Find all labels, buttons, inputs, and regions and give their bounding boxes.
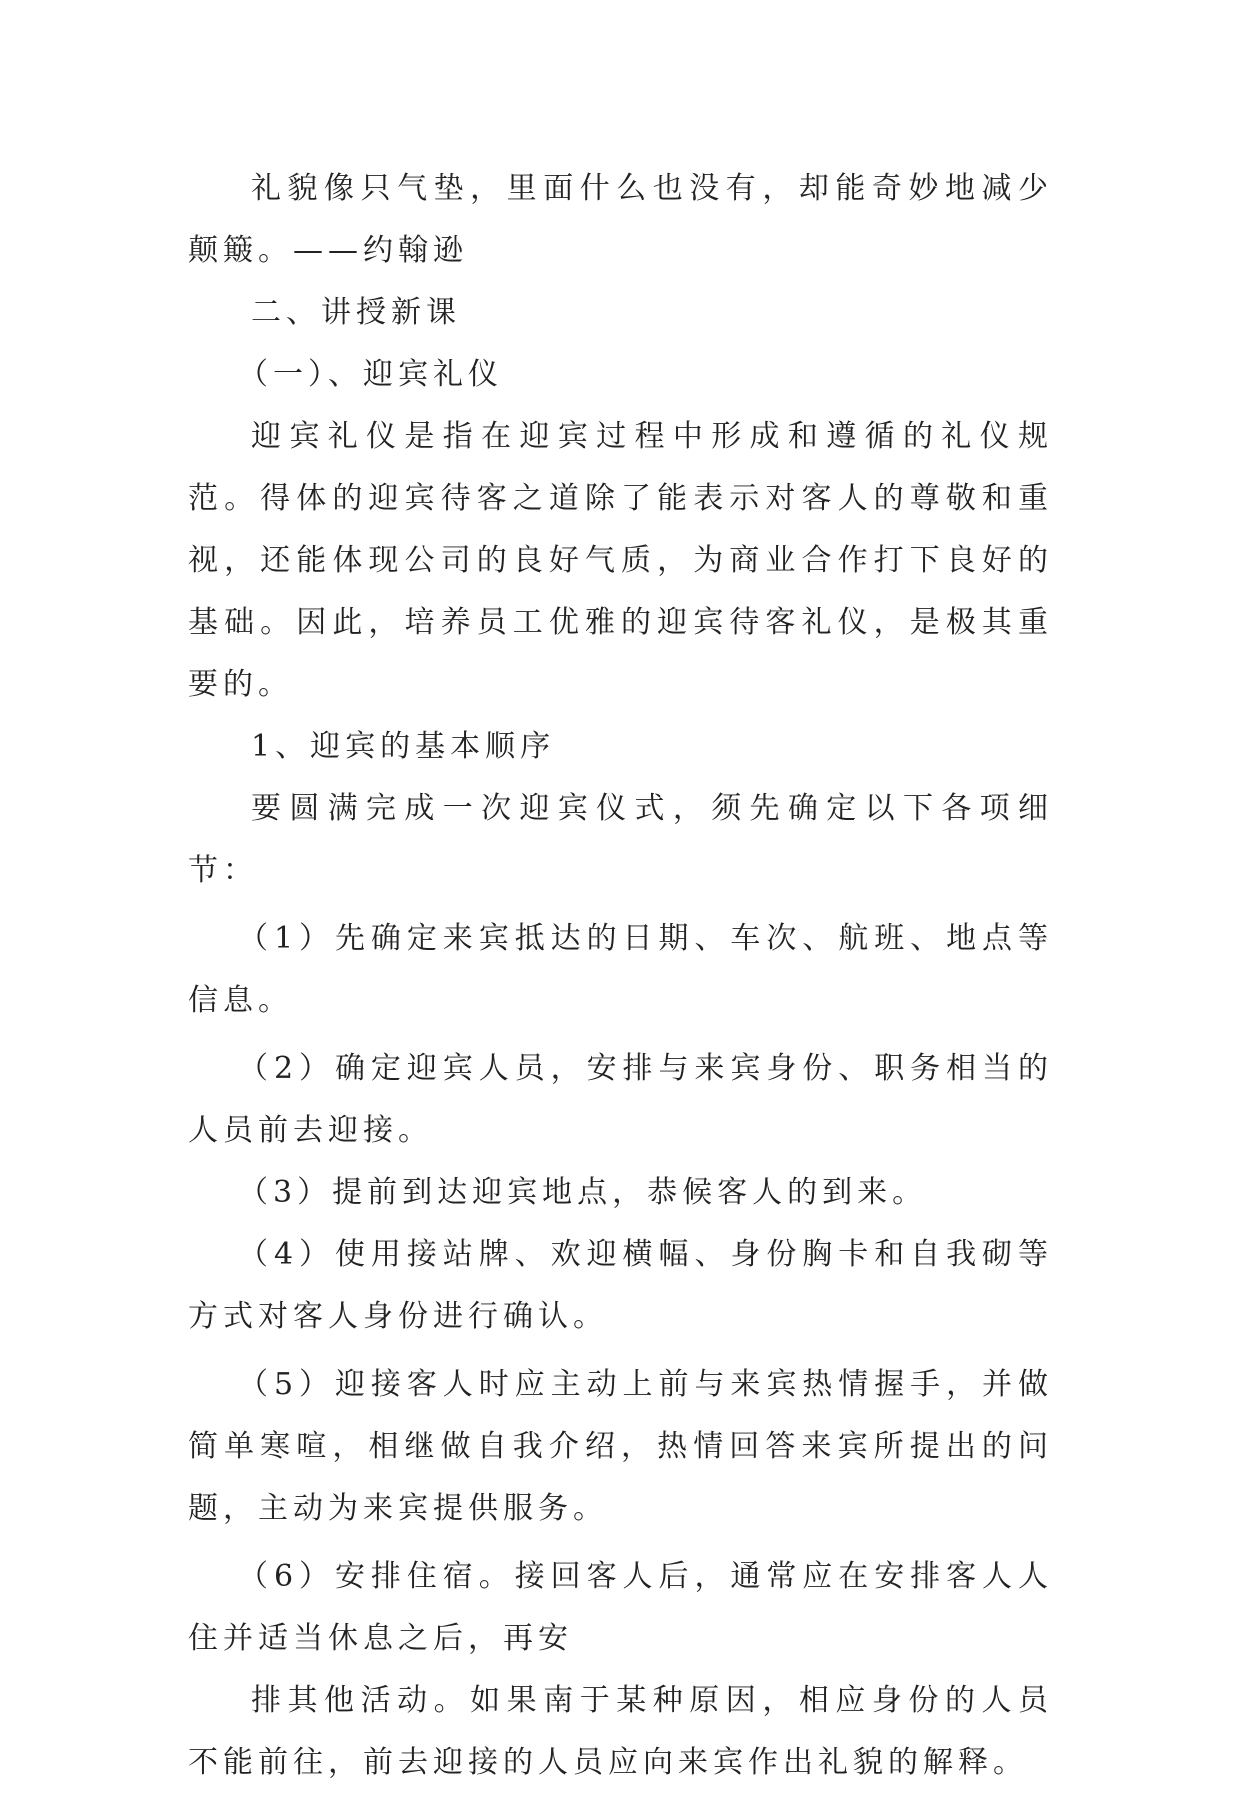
point-heading: 1、迎宾的基本顺序 [251,729,556,764]
document-body [188,158,1053,1794]
list-item: （3）提前到达迎宾地点，恭候客人的到来。 [238,1175,928,1210]
list-item: （2）确定迎宾人员，安排与来宾身份、职务相当的人员前去迎接。 [188,1051,1053,1148]
lead-in-paragraph: 要圆满完成一次迎宾仪式，须先确定以下各项细节： [188,791,1053,888]
continuation-paragraph: 排其他活动。如果南于某种原因，相应身份的人员不能前往，前去迎接的人员应向来宾作出礼貌的解释。 [188,1683,1053,1780]
list-item: （6）安排住宿。接回客人后，通常应在安排客人人住并适当休息之后，再安 [188,1559,1053,1656]
subsection-heading: （一）、迎宾礼仪 [238,357,503,392]
list-item: （4）使用接站牌、欢迎横幅、身份胸卡和自我砌等方式对客人身份进行确认。 [188,1237,1053,1334]
list-item: （5）迎接客人时应主动上前与来宾热情握手，并做简单寒喧，相继做自我介绍，热情回答来宾所提出的问题，主动为来宾提供服务。 [188,1367,1053,1526]
list-item: （1）先确定来宾抵达的日期、车次、航班、地点等信息。 [188,921,1053,1018]
quote-paragraph: 礼貌像只气垫，里面什么也没有，却能奇妙地减少颠簸。——约翰逊 [188,171,1053,268]
section-heading: 二、讲授新课 [251,295,461,330]
intro-paragraph: 迎宾礼仪是指在迎宾过程中形成和遵循的礼仪规范。得体的迎宾待客之道除了能表示对客人的尊敬和重视，还能体现公司的良好气质，为商业合作打下良好的基础。因此，培养员工优雅的迎宾待客礼仪，是极其重要的。 [188,419,1053,702]
